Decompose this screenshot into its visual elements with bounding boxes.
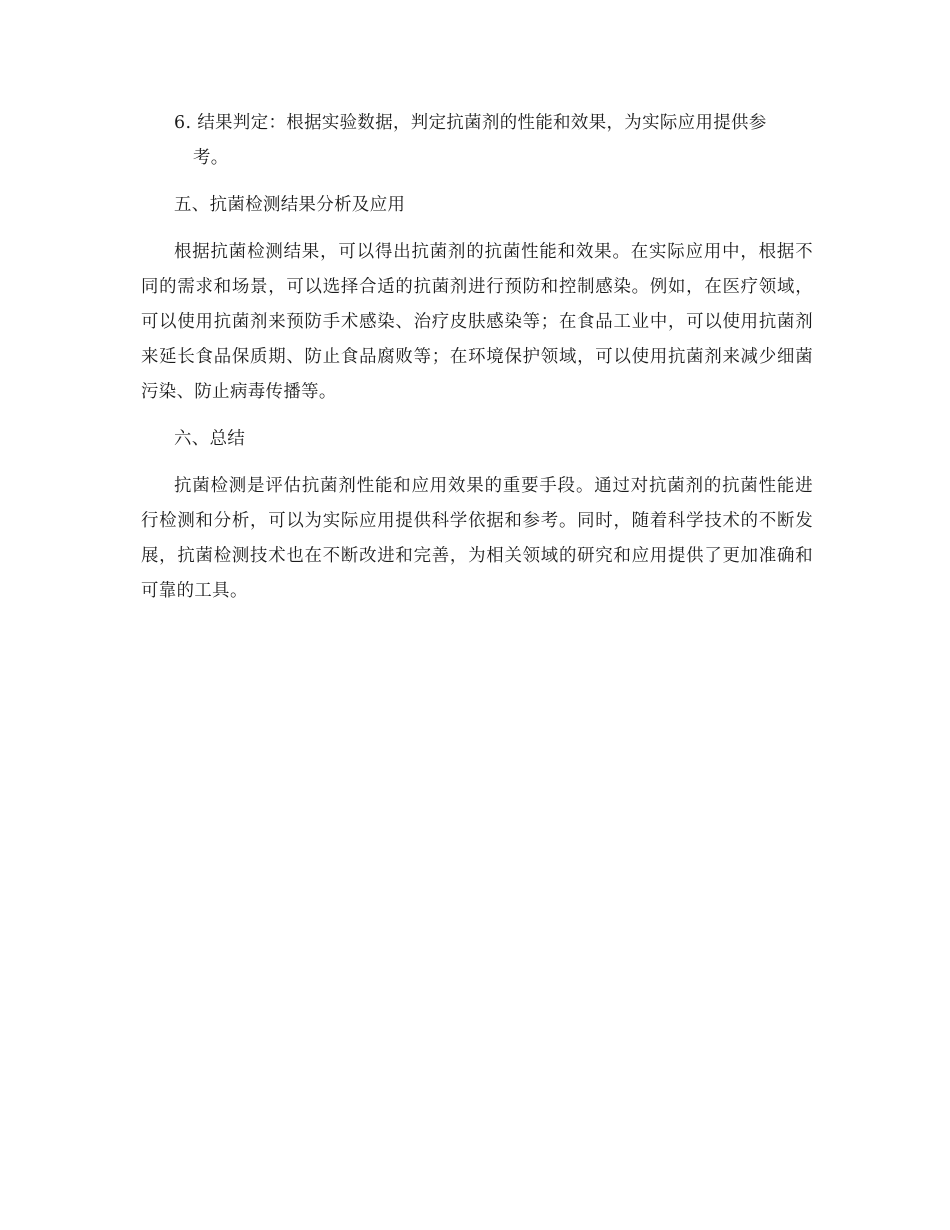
list-item-6-text: 6. 结果判定：根据实验数据，判定抗菌剂的性能和效果，为实际应用提供参 (174, 113, 767, 133)
list-item-6 (141, 106, 813, 176)
document-body (141, 106, 813, 621)
section-6-heading: 六、总结 (174, 429, 246, 449)
section-6-paragraph: 抗菌检测是评估抗菌剂性能和应用效果的重要手段。通过对抗菌剂的抗菌性能进行检测和分析，可以为实际应用提供科学依据和参考。同时，随着科学技术的不断发展，抗菌检测技术也在不断改进和完善，为相关领域的研究和应用提供了更加准确和可靠的工具。 (141, 476, 813, 601)
section-5-paragraph: 根据抗菌检测结果，可以得出抗菌剂的抗菌性能和效果。在实际应用中，根据不同的需求和场景，可以选择合适的抗菌剂进行预防和控制感染。例如，在医疗领域，可以使用抗菌剂来预防手术感染、治疗皮肤感染等；在食品工业中，可以使用抗菌剂来延长食品保质期、防止食品腐败等；在环境保护领域，可以使用抗菌剂来减少细菌污染、防止病毒传播等。 (141, 242, 813, 402)
list-item-6-continuation: 考。 (193, 148, 229, 168)
section-5-heading: 五、抗菌检测结果分析及应用 (174, 195, 406, 215)
